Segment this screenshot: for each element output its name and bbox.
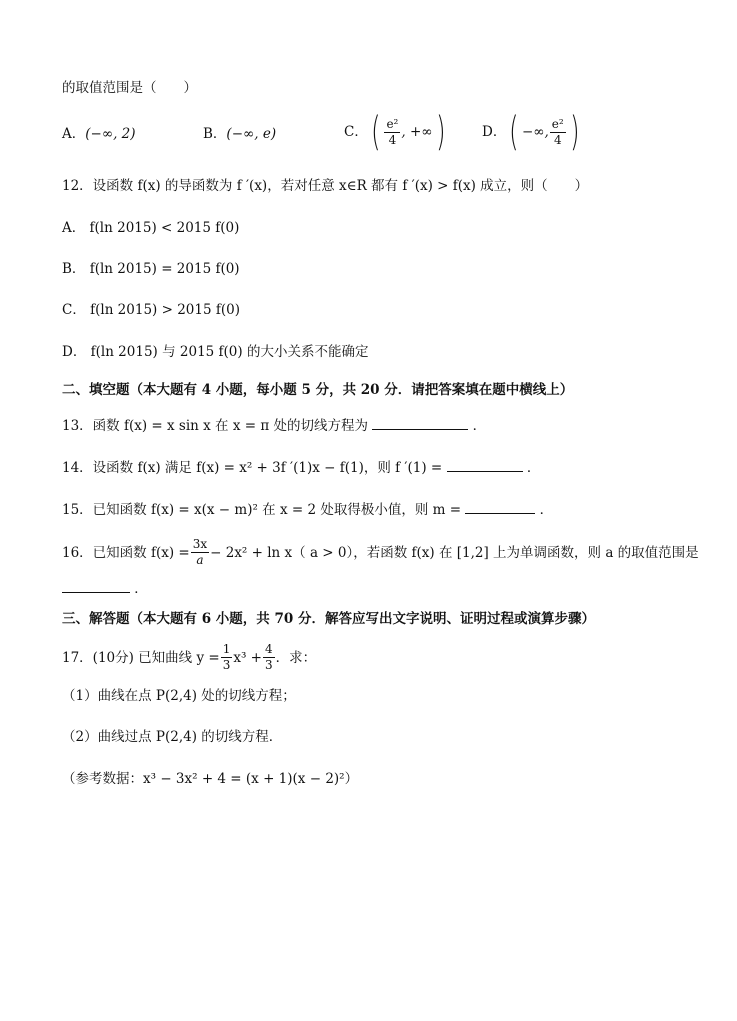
q17-part-1: （1）曲线在点 P(2,4) 处的切线方程；: [62, 688, 296, 704]
fraction-numerator: 1: [222, 642, 231, 656]
section-3-heading: 三、解答题（本大题有 6 小题，共 70 分．解答应写出文字说明、证明过程或演算步骤）: [62, 611, 595, 627]
q17-fraction-2: [263, 642, 275, 673]
q11-option-c-after: , +∞: [401, 124, 433, 140]
q17-prefix: 17．(10分) 已知曲线 y =: [62, 649, 220, 666]
q11-option-d-before: −∞,: [521, 124, 549, 140]
q15-answer-blank: [465, 499, 535, 514]
fraction-numerator: 3x: [192, 537, 208, 551]
q13-text: 13．函数 f(x) = x sin x 在 x = π 处的切线方程为: [62, 418, 369, 434]
q13-answer-blank: [372, 415, 468, 430]
q11-option-d-label: D．: [482, 124, 507, 140]
fraction-denominator: 3: [264, 658, 273, 672]
q15-text: 15．已知函数 f(x) = x(x − m)² 在 x = 2 处取得极小值，则 m =: [62, 502, 462, 518]
q13-end: ．: [472, 418, 487, 434]
left-paren: (: [370, 109, 381, 155]
right-paren: ): [435, 109, 446, 155]
fraction-numerator: 4: [264, 642, 273, 656]
q11-option-c-label: C．: [344, 124, 368, 140]
q17-mid: x³ +: [233, 649, 262, 666]
q16-answer-blank: [62, 578, 130, 593]
q16-suffix: − 2x² + ln x（ a > 0），若函数 f(x) 在 [1,2] 上为单调函数，则 a 的取值范围是: [210, 544, 699, 561]
fraction-denominator: a: [196, 553, 204, 567]
q17-suffix: ．求：: [275, 649, 317, 666]
q11-option-a: [62, 124, 136, 144]
q17-stem: [62, 642, 316, 673]
fraction-numerator: e²: [551, 116, 564, 131]
q11-option-b: [203, 124, 276, 144]
q12-option-a: A． f(ln 2015) < 2015 f(0): [62, 220, 240, 236]
q12-option-d: D． f(ln 2015) 与 2015 f(0) 的大小关系不能确定: [62, 344, 369, 360]
q16-fraction: [191, 537, 209, 568]
q11-option-a-label: A．: [62, 126, 86, 142]
q14-answer-blank: [447, 457, 523, 472]
q11-option-b-text: (−∞, e): [226, 126, 277, 142]
q17-fraction-1: [221, 642, 233, 673]
q17-reference: （参考数据：x³ − 3x² + 4 = (x + 1)(x − 2)²）: [62, 771, 359, 787]
section-2-heading: 二、填空题（本大题有 4 小题，每小题 5 分，共 20 分．请把答案填在题中横线上）: [62, 382, 574, 398]
q14: [62, 457, 540, 478]
q11-option-d-fraction: [550, 117, 566, 148]
left-paren: (: [509, 109, 519, 155]
q12-stem: 12．设函数 f(x) 的导函数为 f ′(x)，若对任意 x∈R 都有 f ′(x) > f(x) 成立，则（ ）: [62, 178, 589, 194]
q11-option-d: [482, 109, 582, 155]
q11-option-b-label: B．: [203, 126, 227, 142]
q16: [62, 537, 699, 568]
q12-option-b: B． f(ln 2015) = 2015 f(0): [62, 261, 240, 277]
fraction-numerator: e²: [386, 116, 399, 131]
q11-stem-tail: 的取值范围是（ ）: [62, 80, 197, 96]
fraction-denominator: 4: [388, 132, 397, 147]
q11-option-a-text: (−∞, 2): [85, 126, 136, 142]
q11-option-c: [344, 109, 448, 155]
q16-answer-line: [62, 578, 148, 599]
q15: [62, 499, 553, 520]
fraction-denominator: 3: [222, 658, 231, 672]
q14-end: ．: [526, 460, 541, 476]
right-paren: ): [569, 109, 580, 155]
q15-end: ．: [539, 502, 554, 518]
q17-part-2: （2）曲线过点 P(2,4) 的切线方程．: [62, 729, 283, 745]
fraction-denominator: 4: [553, 132, 562, 147]
q13: [62, 415, 486, 436]
q12-option-c: C． f(ln 2015) > 2015 f(0): [62, 302, 240, 318]
q16-end: ．: [134, 581, 148, 597]
q11-option-c-fraction: [384, 117, 400, 148]
q16-prefix: 16．已知函数 f(x) =: [62, 544, 190, 561]
q14-text: 14．设函数 f(x) 满足 f(x) = x² + 3f ′(1)x − f(1)，则 f ′(1) =: [62, 460, 443, 476]
